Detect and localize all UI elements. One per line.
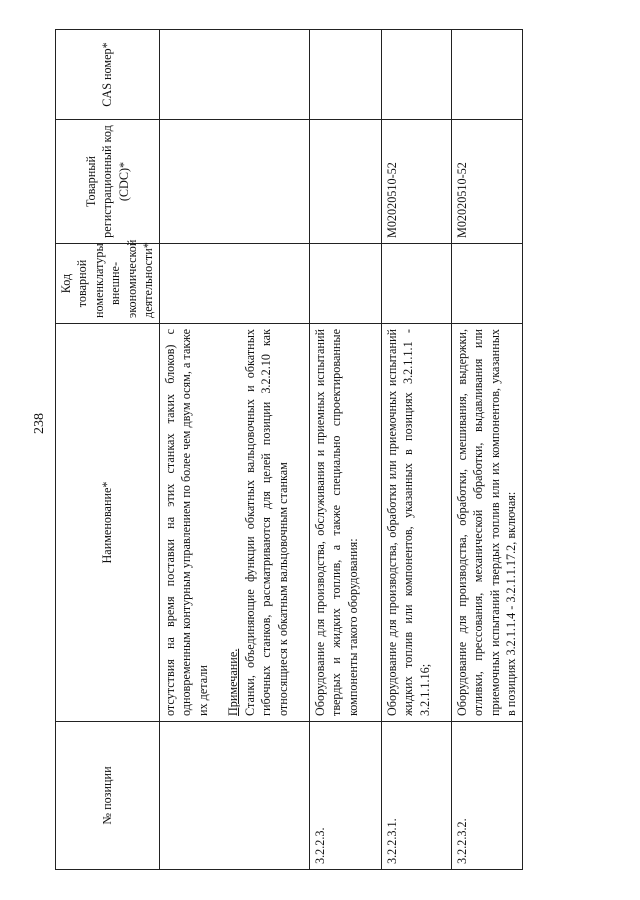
cell-tnved <box>451 244 522 324</box>
cell-position: 3.2.2.3.1. <box>381 722 451 870</box>
header-position: № позиции <box>56 722 160 870</box>
goods-table <box>55 29 523 870</box>
table-row <box>309 30 381 870</box>
cell-cdc: M02020510-52 <box>451 120 522 244</box>
cell-cas <box>309 30 381 120</box>
rotated-page-content <box>55 30 517 870</box>
cell-cdc <box>309 120 381 244</box>
note-text: Станки, объединяющие функции обкатных вальцовочных и обкатных гибочных станков, рассматриваются для целей позиции 3.2.2.10 как относящиеся к обкатным вальцовочным станкам <box>242 329 290 716</box>
cell-position: 3.2.2.3. <box>309 722 381 870</box>
table-header-row <box>56 30 160 870</box>
table-row <box>159 30 309 870</box>
page-number: 238 <box>32 413 47 434</box>
cell-name: Оборудование для производства, обслуживания и приемных испытаний твердых и жидких топлив, а также специально спроектированные компоненты такого оборудования: <box>309 324 381 722</box>
cell-position: 3.2.2.3.2. <box>451 722 522 870</box>
cell-tnved <box>381 244 451 324</box>
cell-position <box>159 722 309 870</box>
cell-name <box>159 324 309 722</box>
note-title: Примечание. <box>226 648 241 716</box>
cell-name: Оборудование для производства, обработки или приемочных испытаний жидких топлив или компонентов, указанных в позициях 3.2.1.1.1 - 3.2.1.1.16; <box>381 324 451 722</box>
cell-tnved <box>159 244 309 324</box>
table-row <box>451 30 522 870</box>
header-name: Наименование* <box>56 324 160 722</box>
cell-tnved <box>309 244 381 324</box>
cell-cas <box>381 30 451 120</box>
cell-name: Оборудование для производства, обработки, смешивания, выдержки, отливки, прессования, механической обработки, выдавливания или приемочных испытаний твердых топлив или их компонентов, указанных в позициях 3.2.1.1.4 - 3.2.1.1.17.2, включая: <box>451 324 522 722</box>
cell-cas <box>159 30 309 120</box>
cell-cas <box>451 30 522 120</box>
header-tnved-code: Код товарной номенклатуры внешне-экономической деятельности* <box>56 244 160 324</box>
table-row <box>381 30 451 870</box>
continued-text: отсутствия на время поставки на этих станках таких блоков) с одновременным контурным управлением по более чем двум осям, а также их детали <box>162 329 210 716</box>
header-cas-number: CAS номер* <box>56 30 160 120</box>
header-cdc-code: Товарный регистрационный код (CDC)* <box>56 120 160 244</box>
cell-cdc <box>159 120 309 244</box>
cell-cdc: M02020510-52 <box>381 120 451 244</box>
